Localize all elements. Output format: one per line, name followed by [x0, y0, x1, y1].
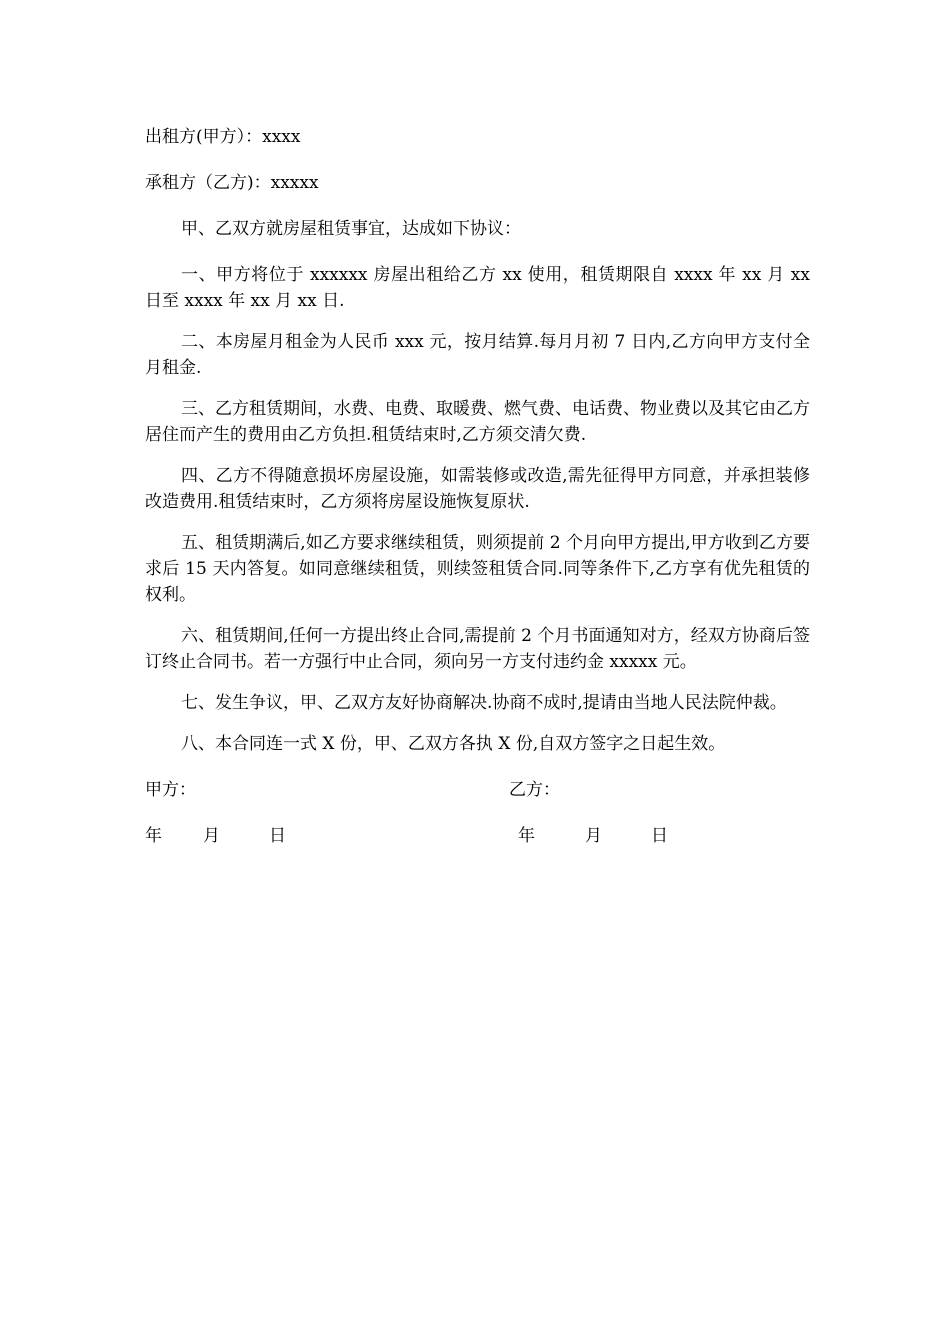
party-b-year-label: 年: [518, 826, 535, 846]
clause-6: 六、租赁期间,任何一方提出终止合同,需提前 2 个月书面通知对方，经双方协商后签订终止合同书。若一方强行中止合同，须向另一方支付违约金 xxxxx 元。: [145, 626, 810, 672]
party-b-day-label: 日: [651, 826, 668, 846]
lessor-line: 出租方(甲方）：xxxx: [145, 127, 301, 147]
clause-5: 五、租赁期满后,如乙方要求继续租赁，则须提前 2 个月向甲方提出,甲方收到乙方要求后 15 天内答复。如同意继续租赁，则续签租赁合同.同等条件下,乙方享有优先租赁的权利。: [145, 533, 810, 605]
party-a-year-label: 年: [145, 826, 162, 846]
party-b-signature-label: 乙方：: [509, 780, 560, 800]
party-a-day-label: 日: [269, 826, 286, 846]
clause-2: 二、本房屋月租金为人民币 xxx 元，按月结算.每月月初 7 日内,乙方向甲方支付全月租金.: [145, 332, 810, 378]
party-b-month-label: 月: [585, 826, 602, 846]
date-row: [145, 823, 810, 849]
clause-7: 七、发生争议，甲、乙双方友好协商解决.协商不成时,提请由当地人民法院仲裁。: [181, 693, 787, 713]
clause-4: 四、乙方不得随意损坏房屋设施，如需装修或改造,需先征得甲方同意，并承担装修改造费用.租赁结束时，乙方须将房屋设施恢复原状.: [145, 466, 810, 512]
clause-3: 三、乙方租赁期间，水费、电费、取暖费、燃气费、电话费、物业费以及其它由乙方居住而产生的费用由乙方负担.租赁结束时,乙方须交清欠费.: [145, 399, 810, 445]
party-a-signature-label: 甲方：: [145, 780, 196, 800]
clause-1: 一、甲方将位于 xxxxxx 房屋出租给乙方 xx 使用，租赁期限自 xxxx 年 xx 月 xx 日至 xxxx 年 xx 月 xx 日.: [145, 265, 810, 311]
intro-paragraph: 甲、乙双方就房屋租赁事宜，达成如下协议：: [181, 219, 521, 239]
signature-row: [145, 777, 810, 803]
clause-8: 八、本合同连一式 X 份，甲、乙双方各执 X 份,自双方签字之日起生效。: [181, 734, 726, 754]
lessee-line: 承租方（乙方)：xxxxx: [145, 173, 319, 193]
party-a-month-label: 月: [203, 826, 220, 846]
contract-document: [145, 124, 810, 849]
